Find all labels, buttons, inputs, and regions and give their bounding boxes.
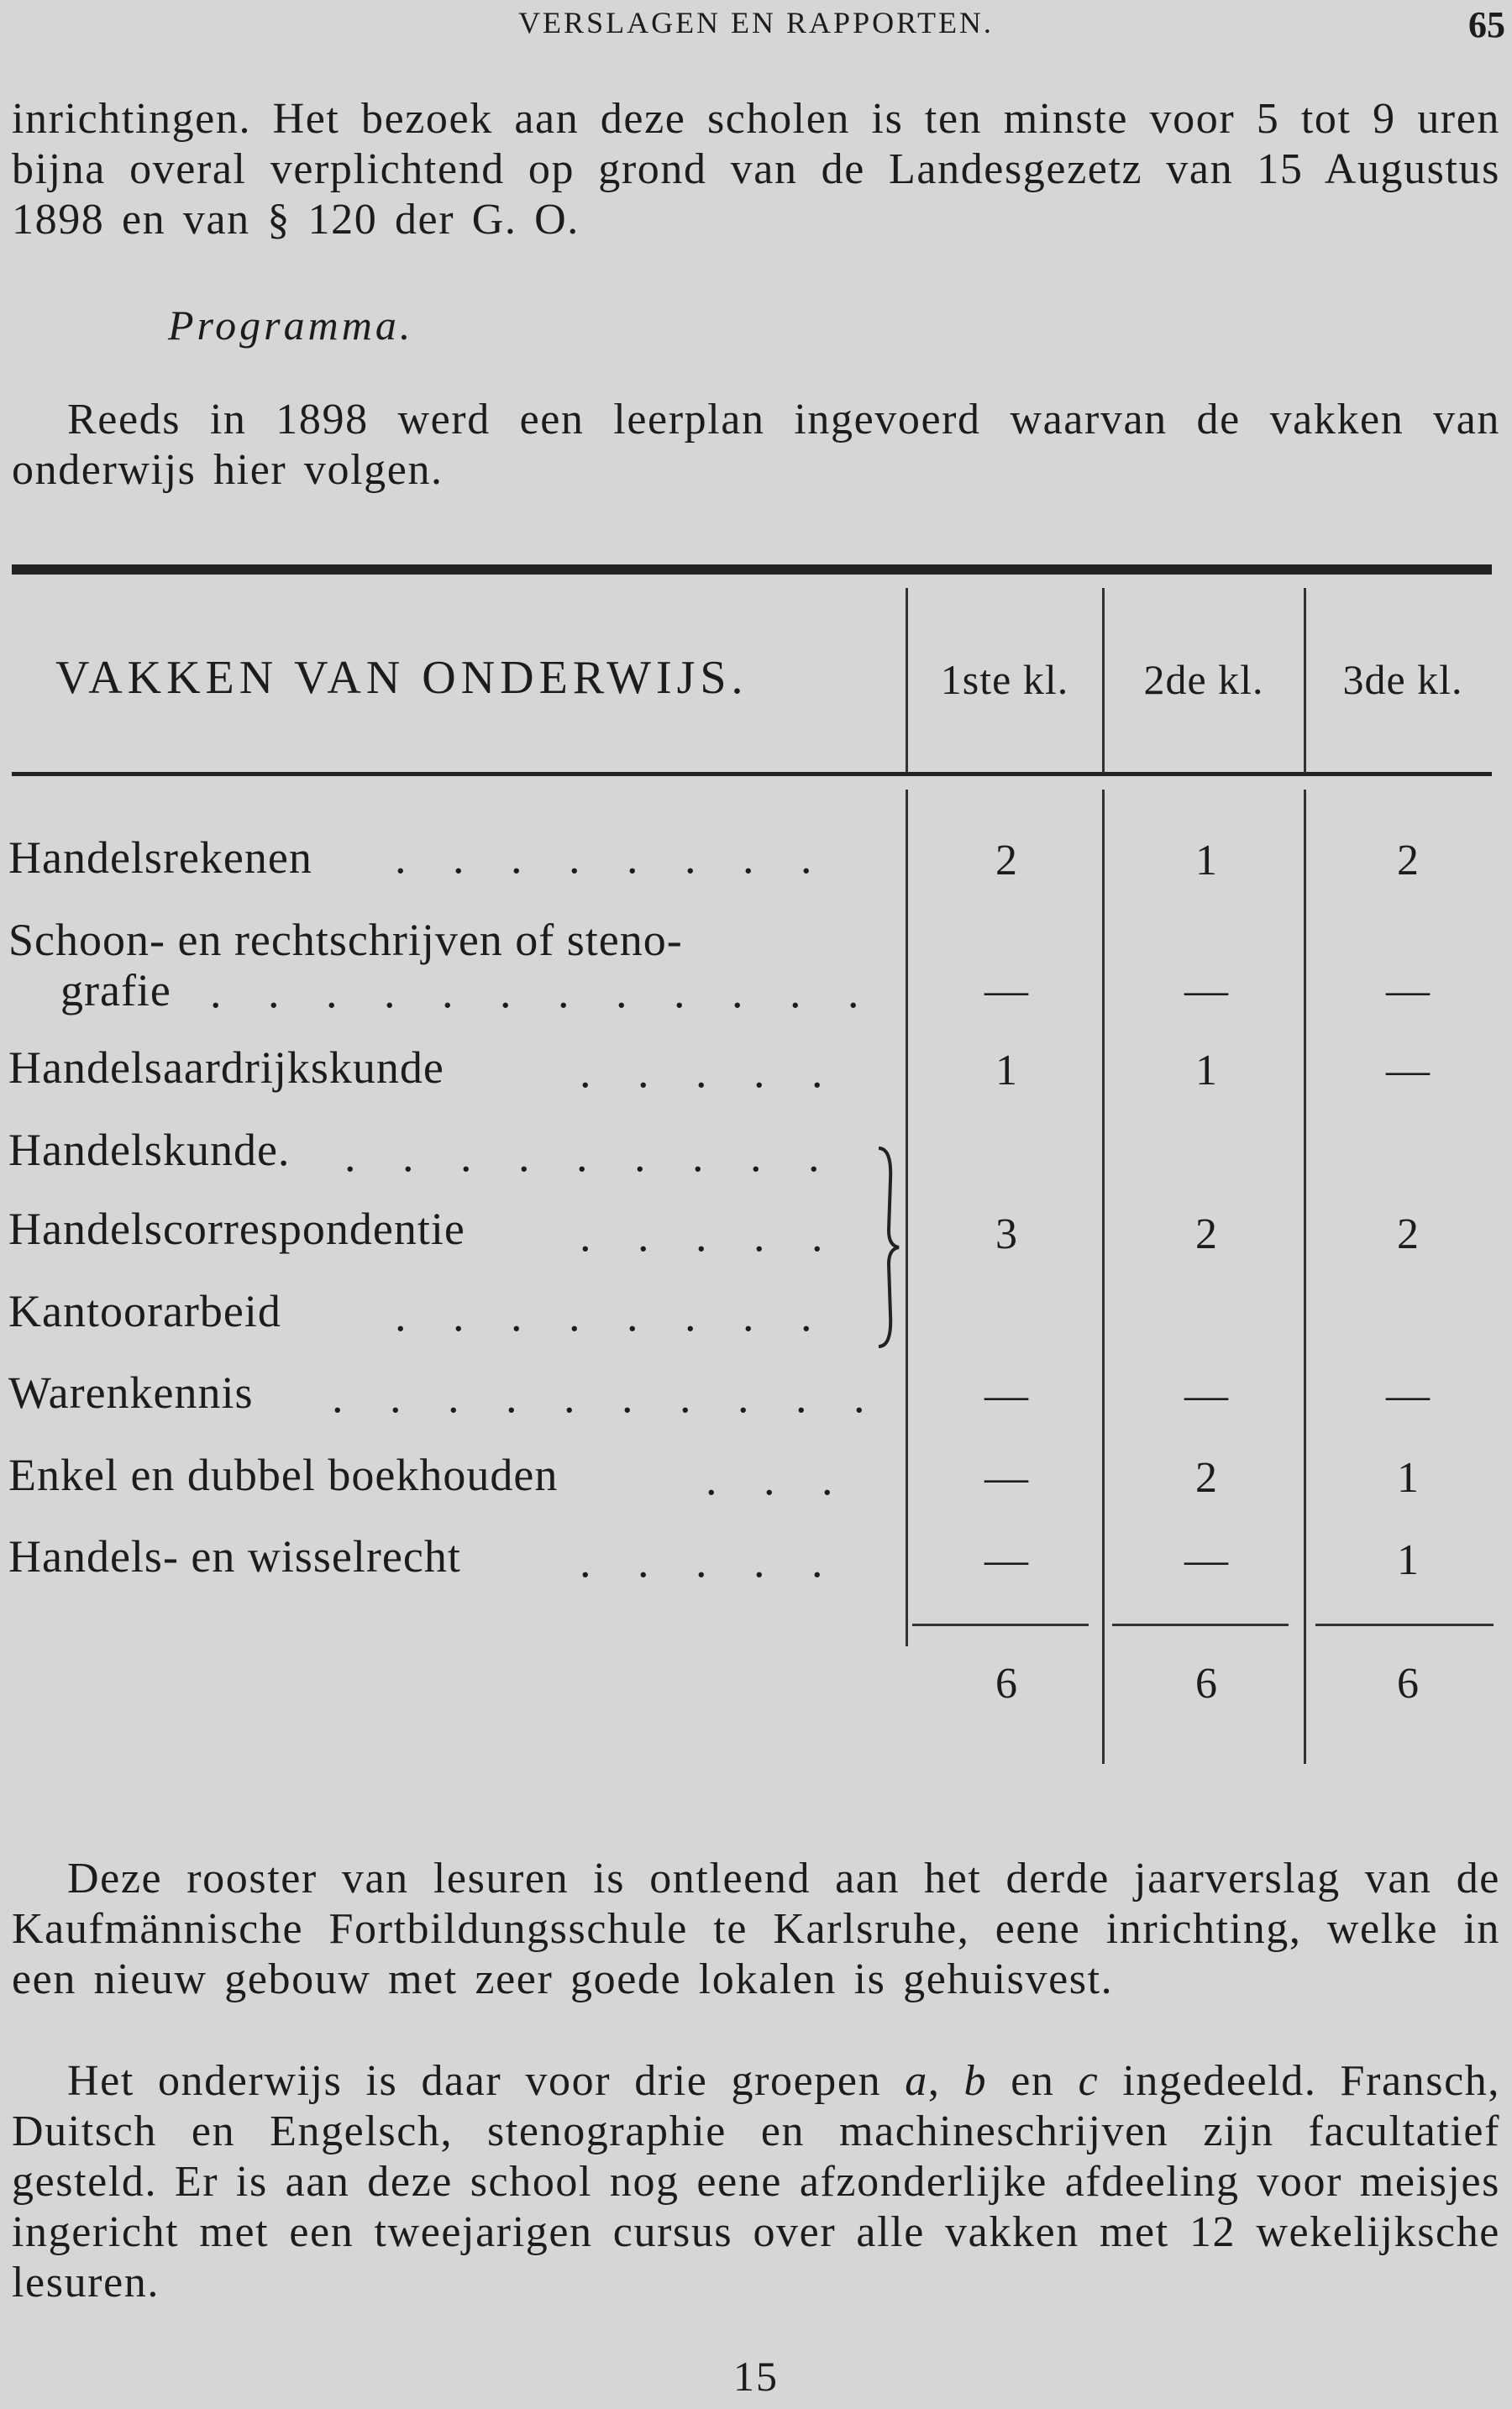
leader-dots: . . . . . . . . . . — [332, 1372, 883, 1422]
table-cell: 2 — [995, 837, 1017, 884]
sum-rule — [1315, 1624, 1494, 1626]
table-row-label: Handelsaardrijkskunde — [8, 1042, 444, 1093]
leader-dots: . . . . . — [580, 1047, 841, 1097]
table-cell: — — [984, 1372, 1028, 1420]
sum-rule — [912, 1624, 1089, 1626]
body-paragraph — [12, 1854, 1500, 2005]
column-header-1: 1ste kl. — [940, 656, 1069, 703]
column-divider — [1102, 790, 1105, 1764]
total-cell: 6 — [1195, 1660, 1217, 1708]
table-cell: 3 — [995, 1210, 1017, 1258]
column-header-3: 3de kl. — [1342, 656, 1463, 703]
running-head — [0, 5, 1512, 47]
table-cell: 1 — [1195, 837, 1217, 884]
table-cell: 1 — [1195, 1047, 1217, 1094]
table-row-label: Enkel en dubbel boekhouden — [8, 1450, 559, 1500]
table-row-label: Handels- en wisselrecht — [8, 1531, 461, 1582]
leader-dots: . . . . . . . . — [395, 1290, 830, 1341]
table-cell: — — [984, 1536, 1028, 1584]
table-top-rule — [12, 564, 1492, 575]
header-divider — [1304, 588, 1306, 773]
lead-text: Reeds in 1898 werd een leerplan ingevoerd waarvan de vakken van onderwijs hier volgen. — [12, 396, 1500, 494]
section-heading: Programma. — [168, 302, 414, 349]
table-row-label: Handelskunde. — [8, 1125, 291, 1175]
body-paragraph-text-start: Het onderwijs is daar voor drie groepen — [67, 2057, 906, 2105]
total-cell: 6 — [995, 1660, 1017, 1708]
separator: , — [927, 2057, 964, 2105]
table-cell: 1 — [1397, 1536, 1419, 1584]
table-header-rule — [12, 772, 1492, 776]
table-cell: 1 — [1397, 1454, 1419, 1502]
table-row-label: Warenkennis — [8, 1367, 254, 1418]
page-number: 65 — [1468, 4, 1505, 45]
table-cell: 2 — [1397, 1210, 1419, 1258]
leader-dots: . . . . . — [580, 1536, 841, 1587]
table-cell: 1 — [995, 1047, 1017, 1094]
table-cell: — — [1386, 967, 1430, 1015]
column-header-2: 2de kl. — [1143, 656, 1264, 703]
body-paragraph-text-end: ingedeeld. Fransch, Duitsch en Engelsch, stenographie en machineschrijven zijn facultatief gesteld. Er is aan deze school nog eene afzonderlijke afdeeling voor meisjes ingericht met een tweejarigen cursus over alle vakken met 12 wekelijksche lesuren. — [12, 2057, 1500, 2307]
separator: en — [987, 2057, 1079, 2105]
signature-number: 15 — [733, 2353, 779, 2400]
group-b: b — [963, 2057, 988, 2105]
total-cell: 6 — [1397, 1660, 1419, 1708]
table-row-label: Handelsrekenen — [8, 832, 312, 883]
subject-column-header: VAKKEN VAN ONDERWIJS. — [55, 652, 748, 704]
table-row-label: Schoon- en rechtschrijven of steno- — [8, 915, 683, 965]
table-cell: 2 — [1195, 1210, 1217, 1258]
header-divider — [1102, 588, 1105, 773]
table-cell: — — [1184, 1536, 1228, 1584]
body-paragraph — [12, 2056, 1500, 2308]
running-title: VERSLAGEN EN RAPPORTEN. — [518, 6, 994, 39]
group-a: a — [905, 2057, 928, 2105]
table-row-label: Handelscorrespondentie — [8, 1204, 465, 1254]
table-cell: 2 — [1195, 1454, 1217, 1502]
leader-dots: . . . . . — [580, 1210, 841, 1261]
table-cell: — — [1386, 1047, 1430, 1094]
leader-dots: . . . . . . . . . — [344, 1131, 837, 1181]
table-row-label: Kantoorarbeid — [8, 1286, 281, 1336]
leader-dots: . . . . . . . . . . . . — [210, 967, 877, 1017]
table-cell: — — [1386, 1372, 1430, 1420]
table-cell: — — [984, 967, 1028, 1015]
intro-paragraph: inrichtingen. Het bezoek aan deze scholen is ten minste voor 5 tot 9 uren bijna overal verplichtend op grond van de Landesgezetz van 15 Augustus 1898 en van § 120 der G. O. — [12, 95, 1500, 244]
right-brace-icon — [874, 1147, 907, 1348]
group-c: c — [1078, 2057, 1100, 2105]
column-divider — [1304, 790, 1306, 1764]
table-cell: — — [1184, 967, 1228, 1015]
table-cell: — — [984, 1454, 1028, 1502]
leader-dots: . . . . . . . . — [395, 832, 830, 883]
table-row-label-continued: grafie — [60, 965, 171, 1016]
body-paragraph-text: Deze rooster van lesuren is ontleend aan het derde jaarverslag van de Kaufmännische Fortbildungsschule te Karlsruhe, eene inrichting, welke in een nieuw gebouw met zeer goede lokalen is gehuisvest. — [12, 1855, 1500, 2003]
lead-paragraph — [12, 395, 1500, 496]
table-cell: 2 — [1397, 837, 1419, 884]
sum-rule — [1112, 1624, 1289, 1626]
header-divider — [906, 588, 908, 773]
table-cell: — — [1184, 1372, 1228, 1420]
leader-dots: . . . — [706, 1454, 851, 1504]
